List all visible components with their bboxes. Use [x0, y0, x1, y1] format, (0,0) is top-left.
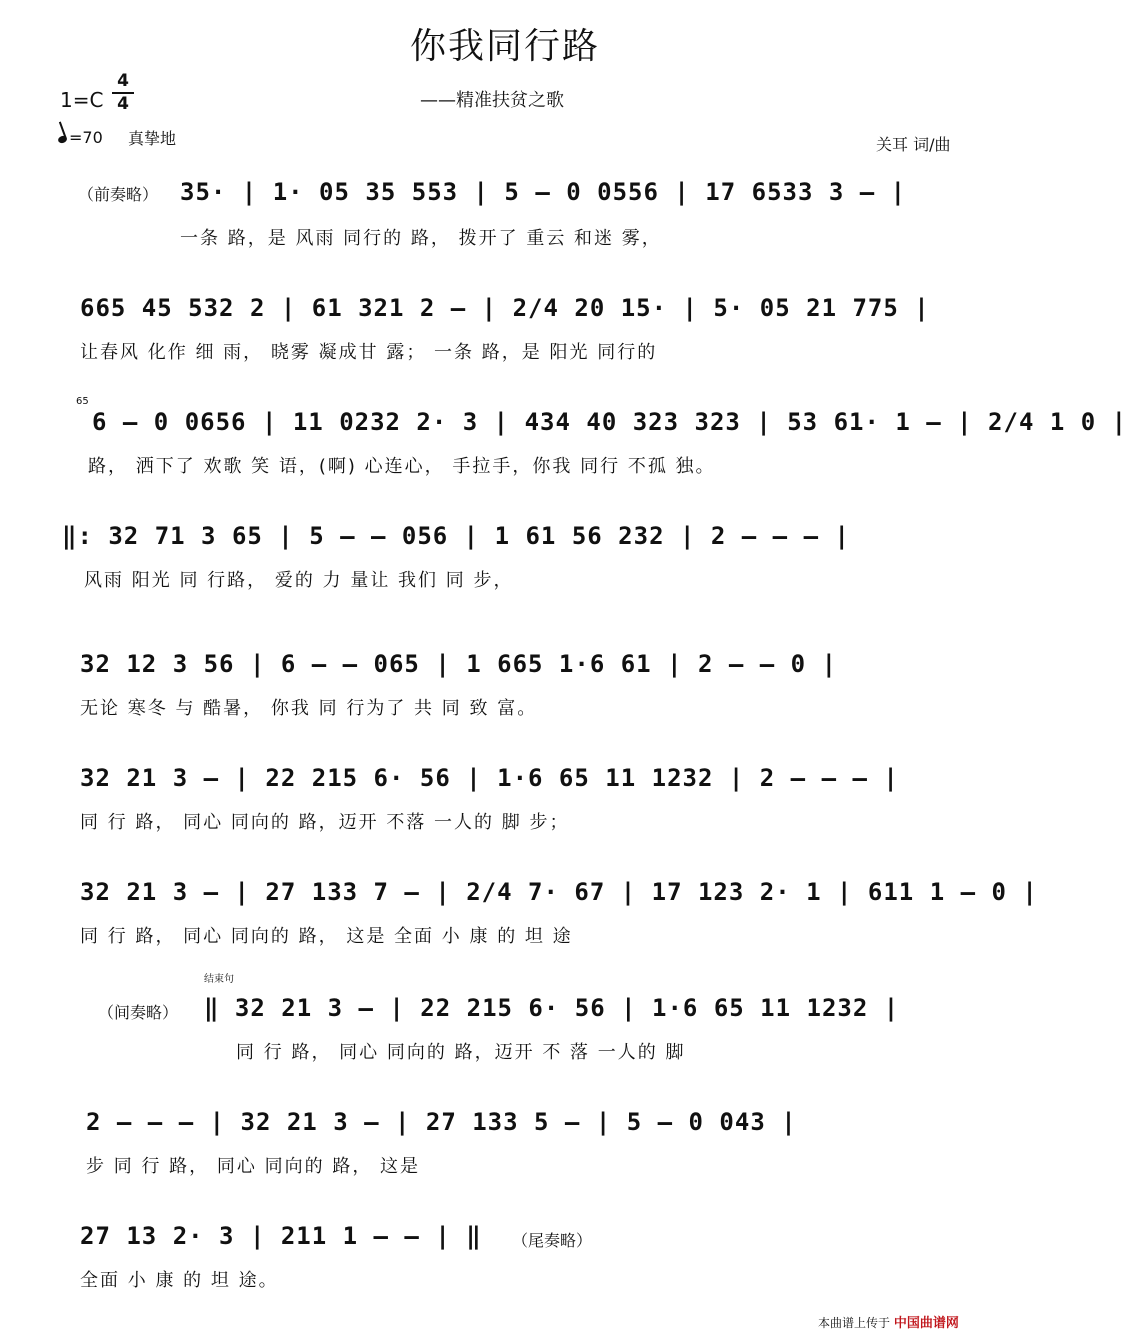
score-line-1: [180, 178, 970, 208]
score-line-6: [80, 764, 970, 794]
notes-line-4: ‖: 32 71 3 65 | 5 – – 056 | 1 61 56 232 | 2 – – – |: [62, 522, 850, 550]
score-line-5: [80, 650, 970, 680]
page-title: 你我同行路: [409, 26, 600, 67]
lyrics-line-9: 步 同 行 路， 同心 同向的 路， 这是: [86, 1156, 421, 1177]
score-line-8: [204, 994, 970, 1024]
tempo-value: =70: [69, 128, 103, 147]
score-line-3: [92, 408, 1127, 438]
lyrics-line-7: 同 行 路， 同心 同向的 路， 这是 全面 小 康 的 坦 途: [80, 926, 573, 947]
tempo-marking: [58, 128, 103, 147]
lyrics-line-4: 风雨 阳光 同 行路， 爱的 力 量让 我们 同 步，: [84, 570, 514, 591]
lyrics-line-8: 同 行 路， 同心 同向的 路，迈开 不 落 一人的 脚: [236, 1042, 686, 1063]
lyrics-line-10: 全面 小 康 的 坦 途。: [80, 1270, 279, 1291]
score-line-4: [62, 522, 970, 552]
notes-line-7: 32 21 3 – | 27 133 7 – | 2/4 7· 67 | 17 123 2· 1 | 611 1 – 0 |: [80, 878, 1038, 906]
expression-marking: 真挚地: [128, 129, 177, 148]
lyrics-line-2: 让春风 化作 细 雨， 晓雾 凝成甘 露； 一条 路，是 阳光 同行的: [80, 342, 658, 363]
quarter-note-icon: [57, 135, 68, 145]
notes-line-9: 2 – – – | 32 21 3 – | 27 133 5 – | 5 – 0 043 |: [86, 1108, 797, 1136]
lyrics-line-3: 路， 洒下了 欢歌 笑 语，(啊) 心连心， 手拉手，你我 同行 不孤 独。: [88, 456, 716, 477]
lyrics-line-5: 无论 寒冬 与 酷暑， 你我 同 行为了 共 同 致 富。: [80, 698, 538, 719]
score-line-9: [86, 1108, 970, 1138]
grace-note: 65: [76, 396, 89, 407]
time-signature: [112, 72, 134, 114]
time-signature-top: 4: [117, 71, 129, 91]
interlude-label: （间奏略）: [98, 1003, 179, 1022]
site-logo[interactable]: 中国曲谱网: [893, 1316, 959, 1331]
footer-text: 本曲谱上传于: [818, 1316, 891, 1330]
prelude-label: （前奏略）: [78, 185, 159, 204]
lyrics-line-6: 同 行 路， 同心 同向的 路，迈开 不落 一人的 脚 步；: [80, 812, 570, 833]
notes-line-6: 32 21 3 – | 22 215 6· 56 | 1·6 65 11 1232 | 2 – – – |: [80, 764, 899, 792]
notes-line-5: 32 12 3 56 | 6 – – 065 | 1 665 1·6 61 | 2 – – 0 |: [80, 650, 838, 678]
notes-line-3: 6 – 0 0656 | 11 0232 2· 3 | 434 40 323 323 | 53 61· 1 – | 2/4 1 0 |: [92, 408, 1127, 436]
score-line-10: [80, 1222, 500, 1252]
composer-credit: 关耳 词/曲: [876, 135, 951, 154]
ending-mark: 结束句: [204, 974, 234, 985]
subtitle: ——精准扶贫之歌: [420, 90, 564, 111]
footer-credit: [818, 1312, 959, 1331]
outro-label: （尾奏略）: [512, 1231, 593, 1250]
score-line-2: [80, 294, 970, 324]
notes-line-10: 27 13 2· 3 | 211 1 – – | ‖: [80, 1222, 482, 1250]
lyrics-line-1: 一条 路，是 风雨 同行的 路， 拨开了 重云 和迷 雾，: [180, 228, 662, 249]
score-line-7: [80, 878, 1038, 908]
notes-line-1: 35· | 1· 05 35 553 | 5 – 0 0556 | 17 6533 3 – |: [180, 178, 907, 206]
notes-line-2: 665 45 532 2 | 61 321 2 – | 2/4 20 15· | 5· 05 21 775 |: [80, 294, 930, 322]
key-signature: 1=C: [60, 88, 104, 112]
time-signature-bottom: 4: [117, 94, 129, 114]
notes-line-8: ‖ 32 21 3 – | 22 215 6· 56 | 1·6 65 11 1232 |: [204, 994, 900, 1022]
